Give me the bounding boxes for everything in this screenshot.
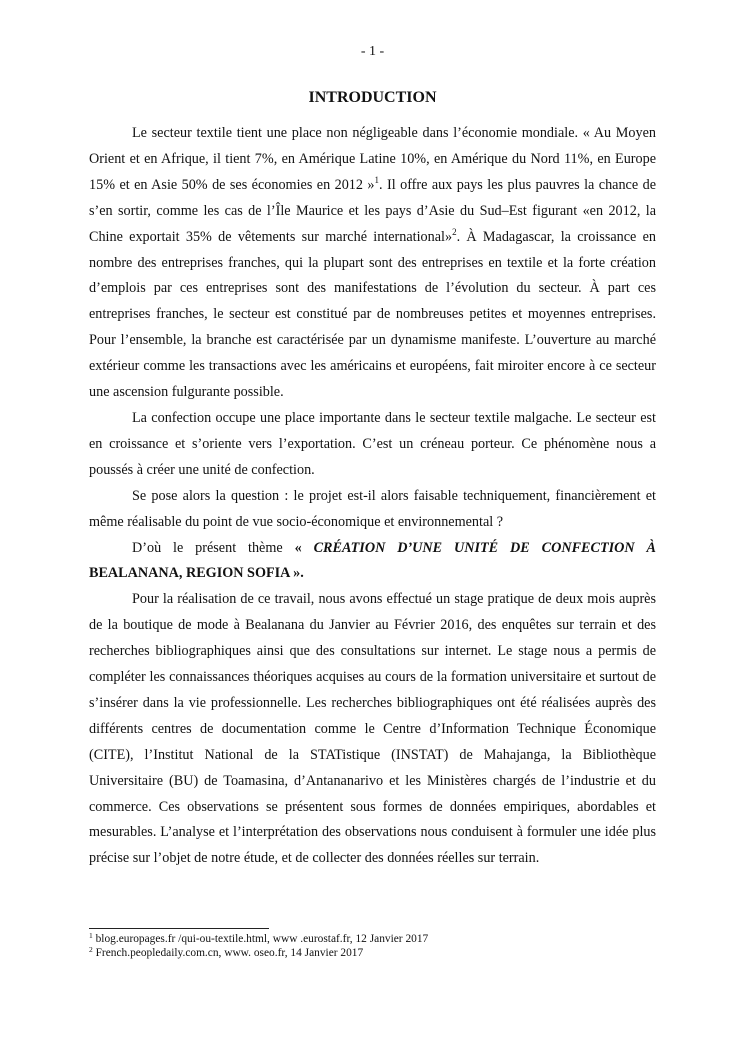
footnote xyxy=(89,933,656,947)
footnote-reference[interactable]: 1 xyxy=(374,174,380,185)
paragraph-text: Le secteur textile tient une place non négligeable dans l’économie mondiale. « Au Moyen Orient et en Afrique, il tient 7%, en Amérique Latine 10%, en Amérique du Nord 11%, en Europe 15% et en Asie 50% de ses économies en 2012 » xyxy=(89,125,656,193)
footnote xyxy=(89,944,656,961)
theme-title-italic: CRÉATION D’UNE UNITÉ DE CONFECTION À xyxy=(313,539,657,556)
footnote-divider xyxy=(89,928,269,929)
paragraph-textile-sector xyxy=(89,121,656,406)
footnote-text: blog.europages.fr /qui-ou-textile.html, www .eurostaf.fr, 12 Janvier 2017 xyxy=(92,933,429,945)
page-number: - 1 - xyxy=(360,44,385,59)
footnote-mark: 2 xyxy=(89,944,93,954)
paragraph-text: . Il offre aux pays les plus pauvres la chance de s’en sortir, comme les cas de l’Île Maurice et les pays d’Asie du Sud–Est figurant «en 2012, la Chine exportait 35% de vêtements sur marché international» xyxy=(89,176,656,245)
paragraph-text: . À Madagascar, la croissance en nombre des entreprises franches, qui la plupart sont des entreprises en textile et la forte création d’emplois par ces entreprises sont des manifestations de l’évolution du secteur. À part ces entreprises franches, le secteur est constitué par de nombreuses petites et moyennes entreprises. Pour l’ensemble, la branche est caractérisée par un dynamisme manifeste. L’ouverture au marché extérieur comme les transactions avec les américains et européens, fait miroiter encore à ce secteur une ascension fulgurante possible. xyxy=(89,228,656,401)
paragraph-theme xyxy=(89,536,656,588)
footnotes xyxy=(89,933,656,960)
paragraph-methodology: Pour la réalisation de ce travail, nous avons effectué un stage pratique de deux mois auprès de la boutique de mode à Bealanana du Janvier au Février 2016, des enquêtes sur terrain et des recherches bibliographiques ainsi que des consultations sur internet. Le stage nous a permis de compléter les connaissances théoriques acquises au cours de la formation universitaire et surtout de s’insérer dans la vie professionnelle. Les recherches bibliographiques ont été réalisées auprès des différents centres de documentation comme le Centre d’Information Technique Économique (CITE), l’Institut National de la STATistique (INSTAT) de Mahajanga, la Bibliothèque Universitaire (BU) de Toamasina, d’Antananarivo et les Ministères chargés de l’industrie et du commerce. Ces observations se présentent sous formes de données empiriques, abordables et mesurables. L’analyse et l’interprétation des observations nous conduisent à formuler une idée plus précise sur l’objet de notre étude, et de collecter des données réelles sur terrain. xyxy=(89,591,656,867)
theme-quote-open: « xyxy=(294,539,314,556)
footnote-mark: 1 xyxy=(89,931,93,940)
theme-lead: D’où le présent thème xyxy=(132,539,295,556)
footnote-reference[interactable]: 2 xyxy=(452,226,457,237)
paragraph-confection: La confection occupe une place importante dans le secteur textile malgache. Le secteur est en croissance et s’oriente vers l’exportation. C’est un créneau porteur. Ce phénomène nous a poussés à créer une unité de confection. xyxy=(89,409,656,478)
footnote-text: French.peopledaily.com.cn, www. oseo.fr, 14 Janvier 2017 xyxy=(92,946,364,959)
body-text xyxy=(89,121,656,872)
page-title: INTRODUCTION xyxy=(308,89,437,106)
theme-title-rest: BEALANANA, REGION SOFIA ». xyxy=(89,565,304,582)
paragraph-question: Se pose alors la question : le projet est-il alors faisable techniquement, financièrement et même réalisable du point de vue socio-économique et environnemental ? xyxy=(89,487,656,530)
